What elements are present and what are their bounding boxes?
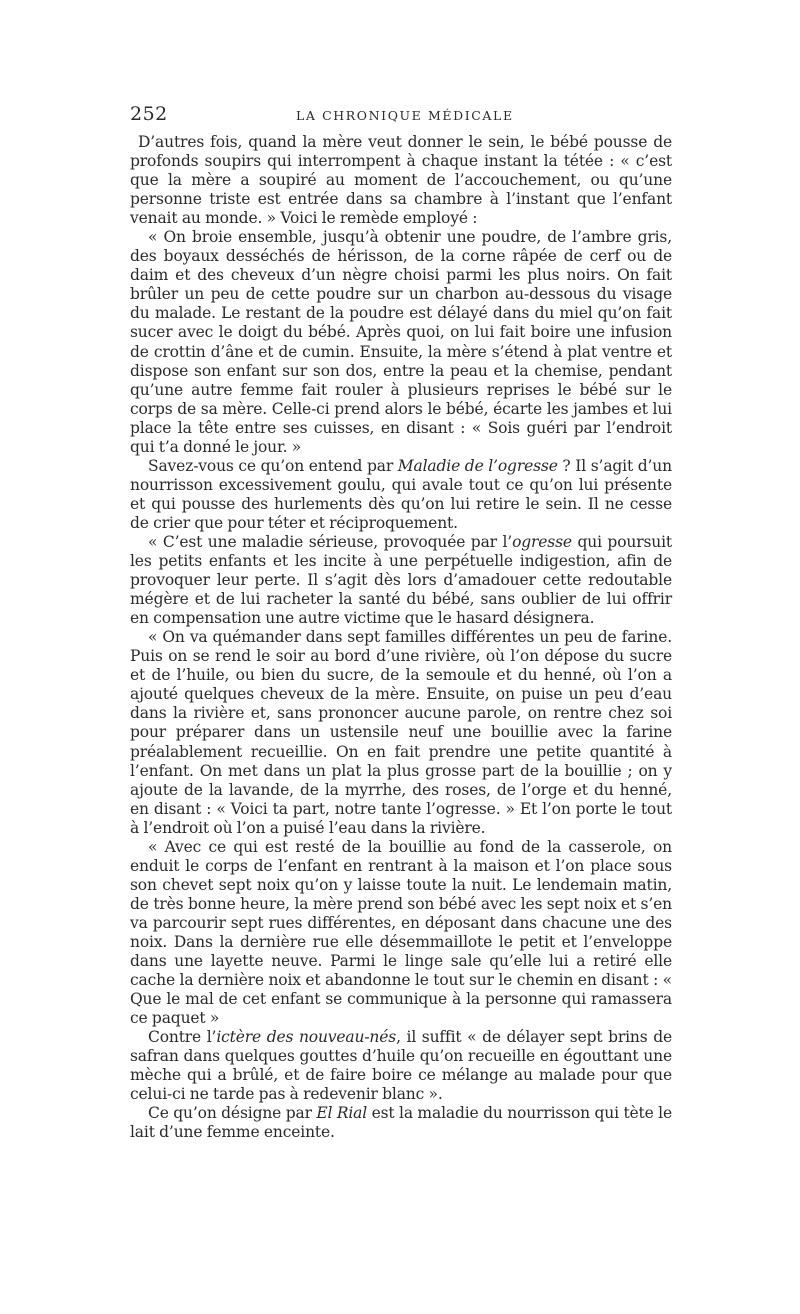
italic-term: El Rial: [316, 1104, 368, 1123]
running-head: LA CHRONIQUE MÉDICALE: [296, 108, 514, 123]
paragraph: Contre l’ictère des nouveau-nés, il suffit « de délayer sept brins de safran dans quelques gouttes d’huile qu’on recueille en égouttant une mèche qui a brûlé, et de faire boire ce mélange au malade pour que celui-ci ne tarde pas à redevenir blanc ».: [130, 1028, 673, 1104]
paragraph: « C’est une maladie sérieuse, provoquée par l’ogresse qui poursuit les petits enfants et les incite à une perpétuelle indigestion, afin de provoquer leur perte. Il s’agit dès lors d’amadouer cette redoutable mégère et de lui racheter la santé du bébé, sans oublier de lui offrir en compensation une autre victime que le hasard désignera.: [130, 532, 672, 628]
italic-term: ictère des nouveau-nés: [216, 1028, 397, 1047]
paragraph: « On va quémander dans sept familles différentes un peu de farine. Puis on se rend le soir au bord d’une rivière, où l’on dépose du sucre et de l’huile, ou bien du sucre, de la semoule et du henné, où l’on a ajouté quelques cheveux de la mère. Ensuite, on puise un peu d’eau dans la rivière et, sans prononcer aucune parole, on rentre chez soi pour préparer dans un ustensile neuf une bouillie avec la farine préalablement recueillie. On en fait prendre une petite quantité à l’enfant. On met dans un plat la plus grosse part de la bouillie ; on y ajoute de la lavande, de la myrrhe, des roses, de l’orge et du henné, en disant : « Voici ta part, notre tante l’ogresse. » Et l’on porte le tout à l’endroit où l’on a puisé l’eau dans la rivière.: [130, 628, 672, 837]
book-page: [130, 103, 672, 1142]
paragraph: D’autres fois, quand la mère veut donner le sein, le bébé pousse de profonds soupirs qui interrompent à chaque instant la tétée : « c’est que la mère a soupiré au moment de l’accouchement, ou qu’une personne triste est entrée dans sa chambre à l’instant que l’enfant venait au monde. » Voici le remède employé :: [130, 133, 672, 228]
paragraph: Ce qu’on désigne par El Rial est la maladie du nourrisson qui tète le lait d’une femme enceinte.: [130, 1104, 672, 1142]
page-number: 252: [130, 103, 168, 125]
paragraph: Savez-vous ce qu’on entend par Maladie de l’ogresse ? Il s’agit d’un nourrisson excessivement goulu, qui avale tout ce qu’on lui présente et qui pousse des hurlements dès qu’on lui retire le sein. Il ne cesse de crier que pour téter et réciproquement.: [130, 456, 672, 532]
paragraph: « Avec ce qui est resté de la bouillie au fond de la casserole, on enduit le corps de l’enfant en rentrant à la maison et l’on place sous son chevet sept noix qu’on y laisse toute la nuit. Le lendemain matin, de très bonne heure, la mère prend son bébé avec les sept noix et s’en va parcourir sept rues différentes, en déposant dans chacune une des noix. Dans la dernière rue elle désemmaillote le petit et l’enveloppe dans une layette neuve. Parmi le linge sale qu’elle lui a retiré elle cache la dernière noix et abandonne le tout sur le chemin en disant : « Que le mal de cet enfant se communique à la personne qui ramassera ce paquet »: [130, 837, 672, 1028]
italic-term: Maladie de l’ogresse: [397, 456, 558, 475]
paragraph: « On broie ensemble, jusqu’à obtenir une poudre, de l’ambre gris, des boyaux desséchés de hérisson, de la corne râpée de cerf ou de daim et des cheveux d’un nègre choisi parmi les plus noirs. On fait brûler un peu de cette poudre sur un charbon au-dessous du visage du malade. Le restant de la poudre est délayé dans du miel qu’on fait sucer avec le doigt du bébé. Après quoi, on lui fait boire une infusion de crottin d’âne et de cumin. Ensuite, la mère s’étend à plat ventre et dispose son enfant sur son dos, entre la peau et la chemise, pendant qu’une autre femme fait rouler à plusieurs reprises le bébé sur le corps de sa mère. Celle-ci prend alors le bébé, écarte les jambes et lui place la tête entre ses cuisses, en disant : « Sois guéri par l’endroit qui t’a donné le jour. »: [130, 228, 672, 456]
body-text: [130, 133, 672, 1142]
italic-term: ogresse: [512, 532, 572, 551]
page-header: [130, 103, 672, 131]
